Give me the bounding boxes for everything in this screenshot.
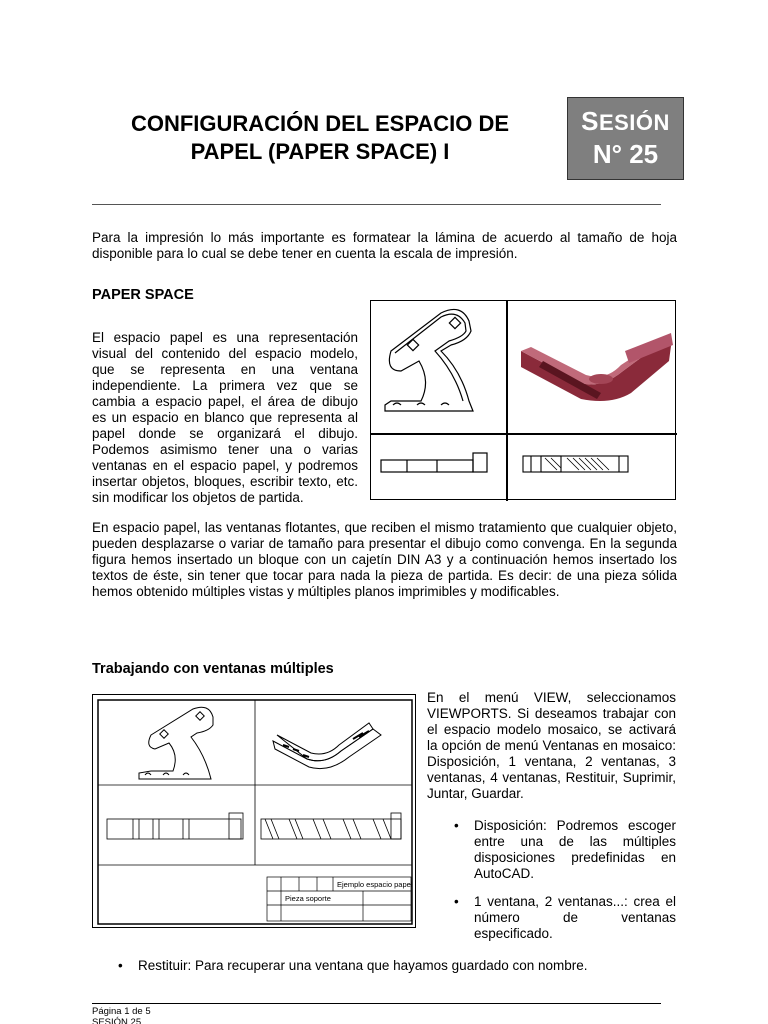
bracket-section-view: [523, 456, 628, 472]
title-line-2: PAPEL (PAPER SPACE) I: [190, 139, 450, 164]
bracket-3d-render: [521, 333, 673, 401]
restore-option-list: [116, 958, 676, 986]
bracket-front-view: [385, 309, 473, 411]
page-number: Página 1 de 5: [92, 1006, 151, 1017]
figure-paper-space-drawing: [371, 301, 677, 501]
list-item: [116, 958, 676, 974]
list-item: [452, 894, 676, 942]
session-number: N° 25: [592, 139, 659, 169]
multiple-viewports-heading: Trabajando con ventanas múltiples: [92, 661, 334, 677]
bullet-icon: •: [454, 818, 459, 833]
figure-multiple-viewports-drawing: [93, 695, 417, 929]
list-item-text: 1 ventana, 2 ventanas...: crea el número de ventanas especificado.: [474, 894, 676, 941]
viewport-options-list: [452, 818, 676, 954]
page-title: [110, 110, 530, 166]
bullet-icon: •: [454, 894, 459, 909]
session-label: [568, 106, 683, 137]
bullet-icon: •: [118, 958, 123, 973]
page-footer: [92, 1006, 151, 1024]
footer-divider: [92, 1003, 661, 1004]
session-label-cap: S: [581, 106, 599, 136]
title-line-1: CONFIGURACIÓN DEL ESPACIO DE: [130, 111, 510, 136]
list-item-text: Restituir: Para recuperar una ventana que hayamos guardado con nombre.: [138, 958, 588, 973]
figure-multiple-viewports: [92, 694, 416, 928]
list-item-text: Disposición: Podremos escoger entre una de las múltiples disposiciones predefinidas en AutoCAD.: [474, 818, 676, 881]
bracket-top-view: [381, 453, 487, 472]
multiple-viewports-paragraph: En el menú VIEW, seleccionamos VIEWPORTS. Si deseamos trabajar con el espacio modelo mosaico, se activará la opción de menú Ventanas en mosaico: Disposición, 1 ventana, 2 ventanas, 3 ventanas, 4 ventanas, Restituir, Suprimir, Juntar, Guardar.: [427, 690, 676, 801]
session-badge: [567, 97, 684, 180]
title-block-name: Ejemplo espacio papel: [337, 880, 413, 889]
paper-space-paragraph: El espacio papel es una representación visual del contenido del espacio modelo, que se representa en una ventana independiente. La primera vez que se cambia a espacio papel, el área de dibujo es un espacio en blanco que representa al papel donde se organizará el dibujo. Podemos asimismo tener una o varias ventanas en el espacio papel, y podremos insertar objetos, bloques, escribir texto, etc. sin modificar los objetos de partida.: [92, 330, 358, 505]
mini-front-view: [139, 707, 213, 779]
intro-paragraph: Para la impresión lo más importante es formatear la lámina de acuerdo al tamaño de hoja disponible para lo cual se debe tener en cuenta la escala de impresión.: [92, 230, 677, 261]
session-label-rest: ESIÓN: [598, 110, 670, 135]
mini-top-view: [107, 813, 243, 839]
mini-iso-view: [273, 723, 381, 769]
footer-session: SESIÓN 25: [92, 1017, 142, 1024]
title-block-part: Pieza soporte: [285, 894, 331, 903]
list-item: [452, 818, 676, 882]
figure-paper-space-views: [370, 300, 676, 500]
paper-space-heading: PAPER SPACE: [92, 287, 194, 303]
floating-viewports-paragraph: En espacio papel, las ventanas flotantes, que reciben el mismo tratamiento que cualquier objeto, pueden desplazarse o variar de tamaño para presentar el dibujo como convenga. En la segunda figura hemos insertado un bloque con un cajetín DIN A3 y a continuación hemos insertado los textos de éste, sin tener que tocar para nada la pieza de partida. Es decir: de una pieza sólida hemos obtenido múltiples vistas y múltiples planos imprimibles y modificables.: [92, 520, 677, 599]
header-divider: [92, 204, 661, 205]
mini-section-view: [261, 813, 401, 839]
